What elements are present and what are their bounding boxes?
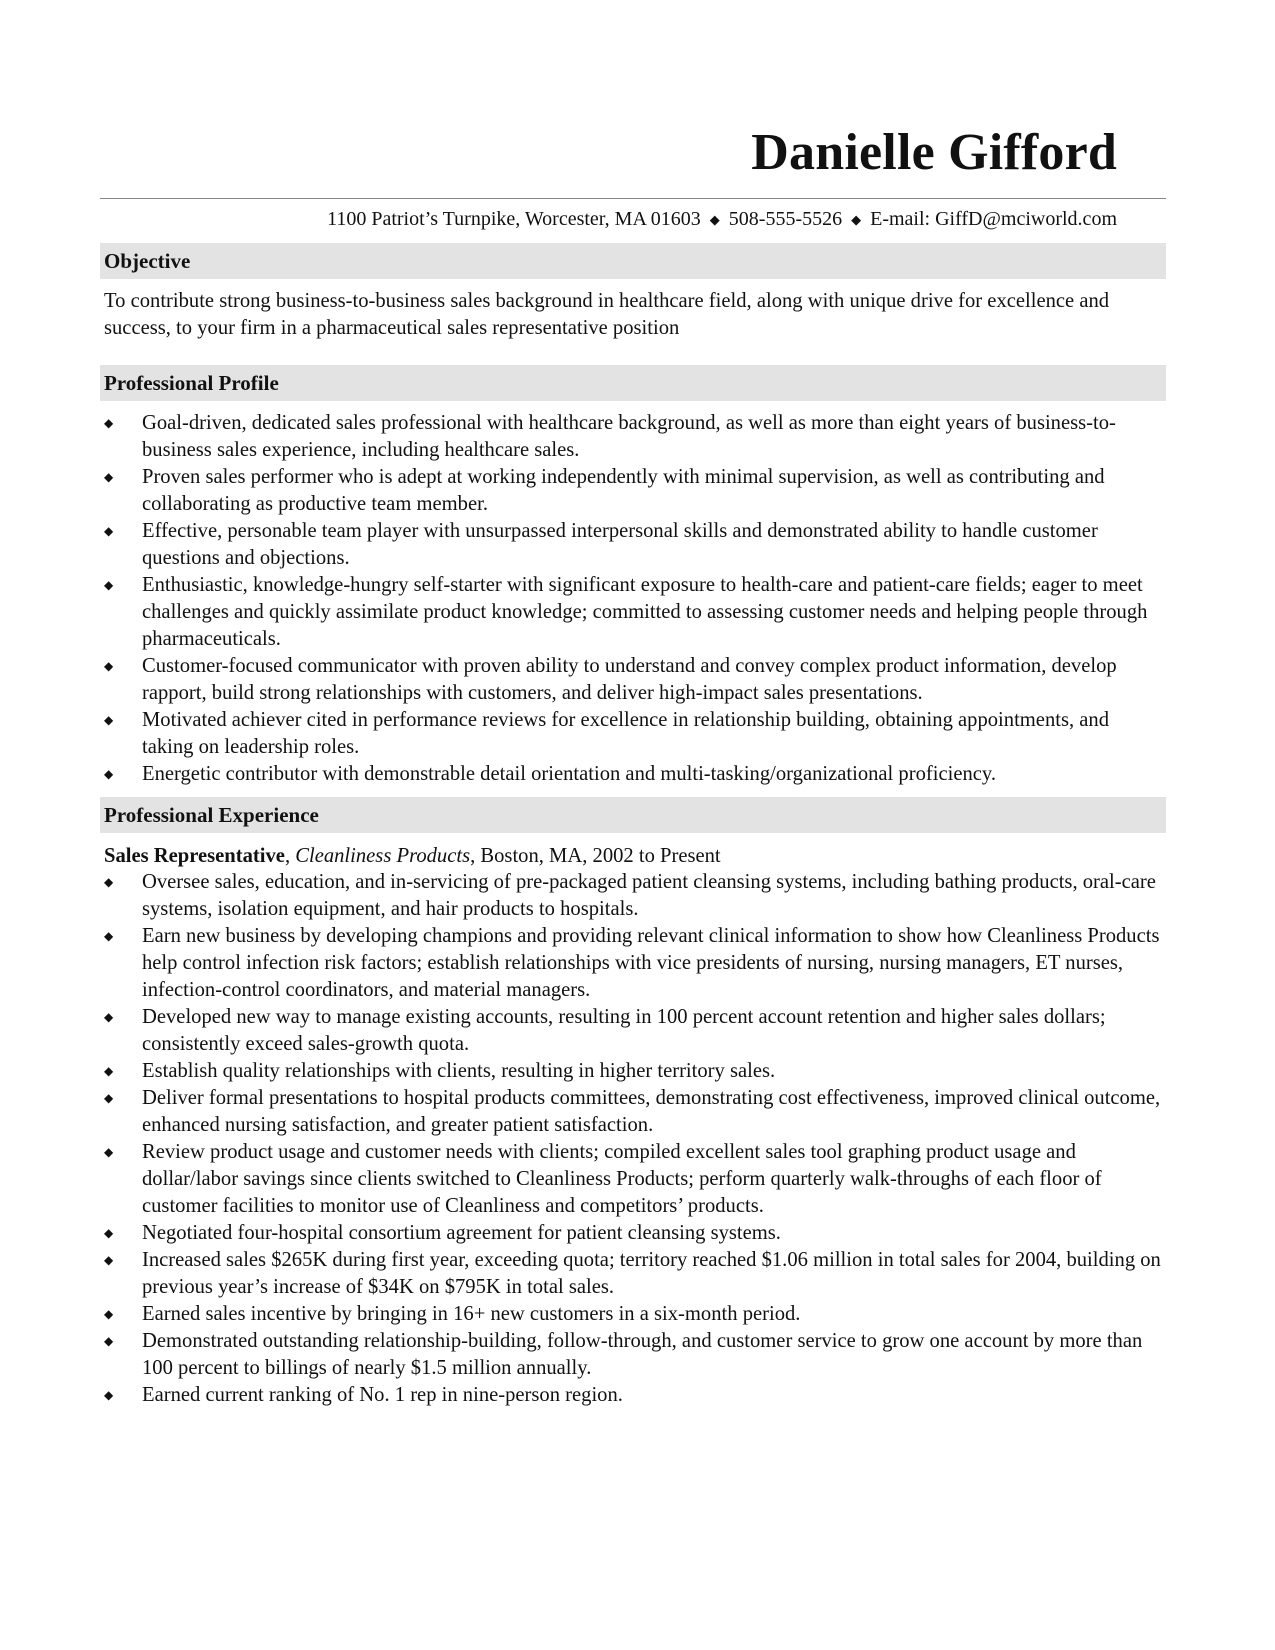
objective-header bbox=[100, 243, 1166, 279]
list-item bbox=[104, 1301, 1164, 1328]
list-item bbox=[104, 1085, 1164, 1139]
resume-name: Danielle Gifford bbox=[751, 124, 1117, 181]
bullet-diamond-icon: ◆ bbox=[104, 1091, 114, 1105]
list-item bbox=[104, 1220, 1164, 1247]
bullet-diamond-icon: ◆ bbox=[104, 1064, 114, 1078]
list-item bbox=[104, 1328, 1164, 1382]
list-item-text: Motivated achiever cited in performance reviews for excellence in relationship building, obtaining appointments, and taking on leadership roles. bbox=[142, 709, 1110, 758]
list-item bbox=[104, 653, 1164, 707]
bullet-diamond-icon: ◆ bbox=[104, 578, 114, 592]
list-item-text: Review product usage and customer needs with clients; compiled excellent sales tool graphing product usage and dollar/labor savings since clients switched to Cleanliness Products; perform quarterly walk-throughs of each floor of customer facilities to monitor use of Cleanliness and competitors’ products. bbox=[142, 1141, 1102, 1217]
email: E-mail: GiffD@mciworld.com bbox=[870, 208, 1117, 230]
list-item-text: Proven sales performer who is adept at working independently with minimal supervision, as well as contributing and collaborating as productive team member. bbox=[142, 466, 1105, 515]
bullet-diamond-icon: ◆ bbox=[104, 524, 114, 538]
experience-header bbox=[100, 797, 1166, 833]
bullet-diamond-icon: ◆ bbox=[104, 713, 114, 727]
bullet-diamond-icon: ◆ bbox=[104, 1010, 114, 1024]
phone: 508-555-5526 bbox=[728, 208, 843, 230]
diamond-separator-icon: ◆ bbox=[709, 212, 720, 227]
objective-heading: Objective bbox=[104, 249, 191, 273]
contact-line bbox=[327, 206, 1117, 233]
profile-list bbox=[104, 410, 1164, 788]
list-item-text: Earned sales incentive by bringing in 16+ new customers in a six-month period. bbox=[142, 1303, 801, 1325]
bullet-diamond-icon: ◆ bbox=[104, 470, 114, 484]
list-item-text: Goal-driven, dedicated sales professional with healthcare background, as well as more than eight years of business-to-business sales experience, including healthcare sales. bbox=[142, 412, 1116, 461]
header-divider bbox=[100, 198, 1166, 199]
list-item bbox=[104, 1058, 1164, 1085]
list-item bbox=[104, 707, 1164, 761]
bullet-diamond-icon: ◆ bbox=[104, 875, 114, 889]
diamond-separator-icon: ◆ bbox=[851, 212, 862, 227]
list-item bbox=[104, 923, 1164, 1004]
job-list bbox=[104, 869, 1164, 1409]
list-item bbox=[104, 1382, 1164, 1409]
job-company: Cleanliness Products bbox=[295, 845, 471, 867]
list-item-text: Effective, personable team player with unsurpassed interpersonal skills and demonstrated ability to handle customer questions and objections. bbox=[142, 520, 1098, 569]
profile-header bbox=[100, 365, 1166, 401]
job-details: , Boston, MA, 2002 to Present bbox=[470, 845, 721, 867]
list-item-text: Increased sales $265K during first year, exceeding quota; territory reached $1.06 million in total sales for 2004, building on previous year’s increase of $34K on $795K in total sales. bbox=[142, 1249, 1161, 1298]
list-item-text: Oversee sales, education, and in-servicing of pre-packaged patient cleansing systems, including bathing products, oral-care systems, isolation equipment, and hair products to hospitals. bbox=[142, 871, 1156, 920]
list-item bbox=[104, 1004, 1164, 1058]
bullet-diamond-icon: ◆ bbox=[104, 1334, 114, 1348]
bullet-diamond-icon: ◆ bbox=[104, 929, 114, 943]
list-item bbox=[104, 1139, 1164, 1220]
job-title: Sales Representative bbox=[104, 845, 285, 867]
job-line: Sales Representative, Cleanliness Products, Boston, MA, 2002 to Present bbox=[104, 845, 721, 867]
bullet-diamond-icon: ◆ bbox=[104, 1253, 114, 1267]
list-item-text: Earned current ranking of No. 1 rep in nine-person region. bbox=[142, 1384, 623, 1406]
bullet-diamond-icon: ◆ bbox=[104, 1388, 114, 1402]
objective-text: To contribute strong business-to-business sales background in healthcare field, along with unique drive for excellence and success, to your firm in a pharmaceutical sales representative position bbox=[104, 290, 1110, 339]
list-item-text: Developed new way to manage existing accounts, resulting in 100 percent account retention and higher sales dollars; consistently exceed sales-growth quota. bbox=[142, 1006, 1106, 1055]
list-item-text: Demonstrated outstanding relationship-building, follow-through, and customer service to grow one account by more than 100 percent to billings of nearly $1.5 million annually. bbox=[142, 1330, 1143, 1379]
list-item-text: Customer-focused communicator with proven ability to understand and convey complex product information, develop rapport, build strong relationships with customers, and deliver high-impact sales presentations. bbox=[142, 655, 1117, 704]
profile-heading: Professional Profile bbox=[104, 371, 279, 395]
list-item bbox=[104, 410, 1164, 464]
list-item bbox=[104, 1247, 1164, 1301]
bullet-diamond-icon: ◆ bbox=[104, 659, 114, 673]
list-item bbox=[104, 869, 1164, 923]
list-item bbox=[104, 464, 1164, 518]
experience-heading: Professional Experience bbox=[104, 803, 319, 827]
bullet-diamond-icon: ◆ bbox=[104, 767, 114, 781]
bullet-diamond-icon: ◆ bbox=[104, 1226, 114, 1240]
list-item-text: Establish quality relationships with clients, resulting in higher territory sales. bbox=[142, 1060, 776, 1082]
list-item bbox=[104, 518, 1164, 572]
bullet-diamond-icon: ◆ bbox=[104, 1307, 114, 1321]
list-item-text: Deliver formal presentations to hospital products committees, demonstrating cost effectiveness, improved clinical outcome, enhanced nursing satisfaction, and greater patient satisfaction. bbox=[142, 1087, 1161, 1136]
bullet-diamond-icon: ◆ bbox=[104, 416, 114, 430]
list-item bbox=[104, 761, 1164, 788]
list-item-text: Enthusiastic, knowledge-hungry self-starter with significant exposure to health-care and patient-care fields; eager to meet challenges and quickly assimilate product knowledge; committed to assessing customer needs and helping people through pharmaceuticals. bbox=[142, 574, 1148, 650]
address: 1100 Patriot’s Turnpike, Worcester, MA 01603 bbox=[327, 208, 701, 230]
bullet-diamond-icon: ◆ bbox=[104, 1145, 114, 1159]
list-item-text: Negotiated four-hospital consortium agreement for patient cleansing systems. bbox=[142, 1222, 781, 1244]
list-item-text: Earn new business by developing champions and providing relevant clinical information to show how Cleanliness Products help control infection risk factors; establish relationships with vice presidents of nursing, nursing managers, ET nurses, infection-control coordinators, and material managers. bbox=[142, 925, 1160, 1001]
list-item-text: Energetic contributor with demonstrable detail orientation and multi-tasking/organizational proficiency. bbox=[142, 763, 997, 785]
list-item bbox=[104, 572, 1164, 653]
